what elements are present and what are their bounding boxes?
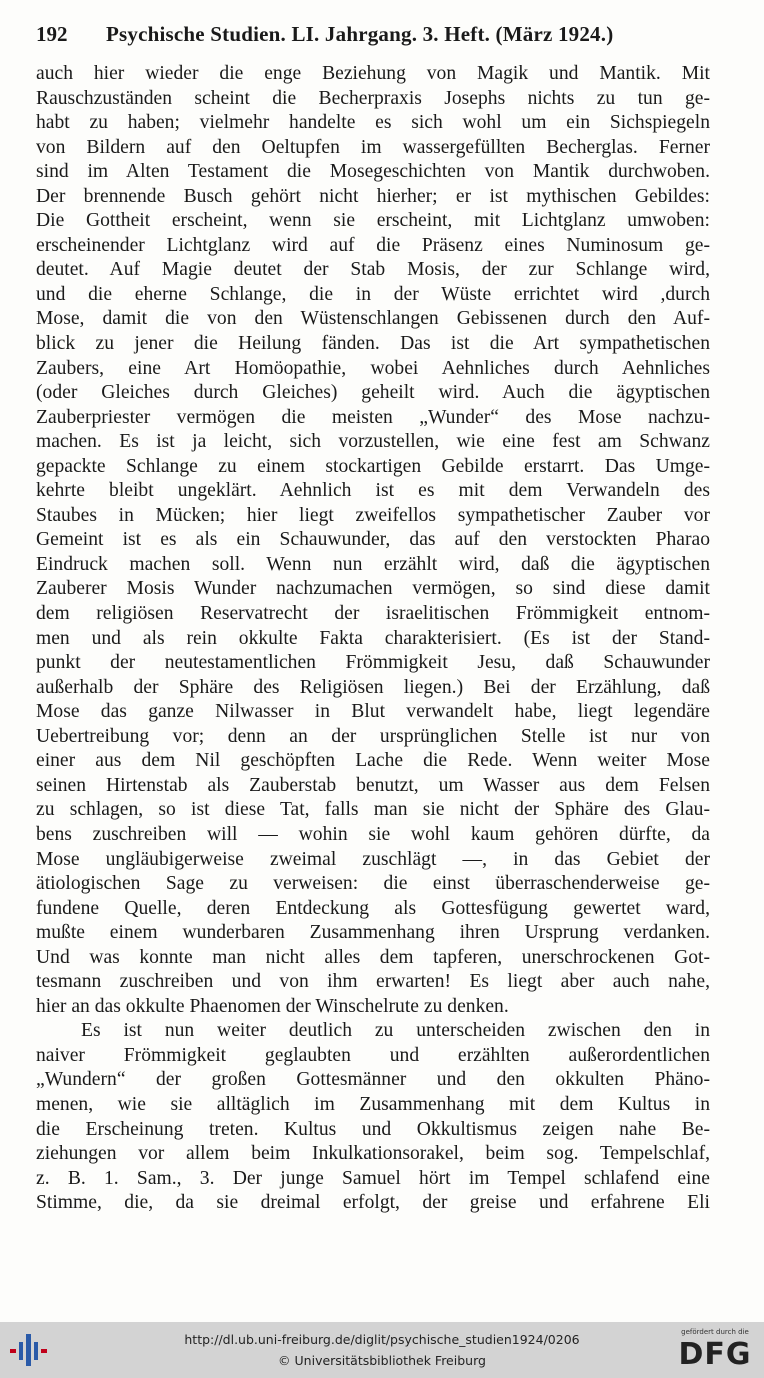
text-line: Die Gottheit erscheint, wenn sie erscheint, mit Lichtglanz umwoben: (36, 210, 710, 232)
text-line: Mose, damit die von den Wüstenschlangen Gebissenen durch den Auf- (36, 308, 710, 330)
dfg-caption: gefördert durch die (681, 1328, 749, 1336)
text-line: Zauberer Mosis Wunder nachzumachen vermögen, so sind diese damit (36, 578, 710, 600)
text-line: Es ist nun weiter deutlich zu unterscheiden zwischen den in (81, 1020, 710, 1042)
text-line: einer aus dem Nil geschöpften Lache die Rede. Wenn weiter Mose (36, 750, 710, 772)
text-line: Uebertreibung vor; denn an der ursprünglichen Stelle ist nur von (36, 725, 710, 747)
text-line: Eindruck machen soll. Wenn nun erzählt wird, daß die ägyptischen (36, 553, 710, 575)
text-line: sind im Alten Testament die Mosegeschichten von Mantik durchwoben. (36, 161, 710, 183)
text-line: Stimme, die, da sie dreimal erfolgt, der greise und erfahrene Eli (36, 1192, 710, 1214)
text-line: hier an das okkulte Phaenomen der Winschelrute zu denken. (36, 995, 509, 1017)
text-line: tesmann zuschreiben und von ihm erwarten! Es liegt aber auch nahe, (36, 971, 710, 993)
dfg-logo-block (672, 1328, 758, 1374)
copyright-notice: © Universitätsbibliothek Freiburg (278, 1353, 486, 1368)
text-line: seinen Hirtenstab als Zauberstab benutzt, um Wasser aus dem Felsen (36, 774, 710, 796)
text-line: ätiologischen Sage zu verweisen: die einst überraschenderweise ge- (36, 873, 710, 895)
text-line: Mose ungläubigerweise zweimal zuschlägt —, in das Gebiet der (36, 848, 710, 870)
footer-bar (0, 1322, 764, 1378)
page-header (36, 22, 726, 52)
text-line: naiver Frömmigkeit geglaubten und erzählten außerordentlichen (36, 1044, 710, 1066)
text-line: habt zu haben; vielmehr handelte es sich wohl um ein Sichspiegeln (36, 112, 710, 134)
text-line: Rauschzuständen scheint die Becherpraxis Josephs nichts zu tun ge- (36, 87, 710, 109)
text-line: Mose das ganze Nilwasser in Blut verwandelt habe, liegt legendäre (36, 701, 710, 723)
text-line: dem religiösen Reservatrecht der israelitischen Frömmigkeit entnom- (36, 603, 710, 625)
text-line: zu schlagen, so ist diese Tat, falls man sie nicht der Sphäre des Glau- (36, 799, 710, 821)
text-line: von Bildern auf den Oeltupfen im wassergefüllten Becherglas. Ferner (36, 136, 710, 158)
text-line: die Erscheinung treten. Kultus und Okkultismus zeigen nahe Be- (36, 1118, 710, 1140)
text-line: ziehungen vor allem beim Inkulkationsorakel, beim sog. Tempelschlaf, (36, 1143, 710, 1165)
text-line: Gemeint ist es als ein Schauwunder, das auf den verstockten Pharao (36, 529, 710, 551)
text-line: außerhalb der Sphäre des Religiösen liegen.) Bei der Erzählung, daß (36, 676, 710, 698)
text-line: men und als rein okkulte Fakta charakterisiert. (Es ist der Stand- (36, 627, 710, 649)
text-line: gepackte Schlange zu einem stockartigen Gebilde erstarrt. Das Umge- (36, 455, 710, 477)
text-line: fundene Quelle, deren Entdeckung als Gottesfügung gewertet ward, (36, 897, 710, 919)
dfg-logo-icon: DFG (678, 1337, 752, 1372)
running-title: Psychische Studien. LI. Jahrgang. 3. Heft. (März 1924.) (106, 22, 614, 46)
text-line: menen, wie sie alltäglich im Zusammenhang mit dem Kultus in (36, 1093, 710, 1115)
text-line: mußte einem wunderbaren Zusammenhang ihren Ursprung verdanken. (36, 922, 710, 944)
text-line: und die eherne Schlange, die in der Wüste errichtet wird ,durch (36, 283, 710, 305)
text-line: (oder Gleiches durch Gleiches) geheilt wird. Auch die ägyptischen (36, 382, 710, 404)
text-line: punkt der neutestamentlichen Frömmigkeit Jesu, daß Schauwunder (36, 652, 710, 674)
text-line: Zauberpriester vermögen die meisten „Wunder“ des Mose nachzu- (36, 406, 710, 428)
text-line: blick zu jener die Heilung fänden. Das ist die Art sympathetischen (36, 333, 710, 355)
text-line: bens zuschreiben will — wohin sie wohl kaum gehören dürfte, da (36, 823, 710, 845)
text-line: machen. Es ist ja leicht, sich vorzustellen, wie eine fest am Schwanz (36, 431, 710, 453)
text-line: „Wundern“ der großen Gottesmänner und den okkulten Phäno- (36, 1069, 710, 1091)
page-number: 192 (36, 22, 68, 46)
text-line: kehrte bleibt ungeklärt. Aehnlich ist es mit dem Verwandeln des (36, 480, 710, 502)
text-line: Staubes in Mücken; hier liegt zweifellos sympathetischer Zauber vor (36, 504, 710, 526)
text-line: auch hier wieder die enge Beziehung von Magik und Mantik. Mit (36, 63, 710, 84)
text-line: deutet. Auf Magie deutet der Stab Mosis, der zur Schlange wird, (36, 259, 710, 281)
text-line: erscheinender Lichtglanz wird auf die Präsenz eines Numinosum ge- (36, 234, 710, 256)
text-line: z. B. 1. Sam., 3. Der junge Samuel hört im Tempel schlafend eine (36, 1167, 710, 1189)
text-line: Und was konnte man nicht alles dem tapferen, unerschrockenen Got- (36, 946, 710, 968)
source-url-link[interactable]: http://dl.ub.uni-freiburg.de/diglit/psychische_studien1924/0206 (184, 1332, 580, 1347)
text-line: Zaubers, eine Art Homöopathie, wobei Aehnliches durch Aehnliches (36, 357, 710, 379)
text-line: Der brennende Busch gehört nicht hierher; er ist mythischen Gebildes: (36, 185, 710, 207)
body-text (36, 62, 710, 1216)
